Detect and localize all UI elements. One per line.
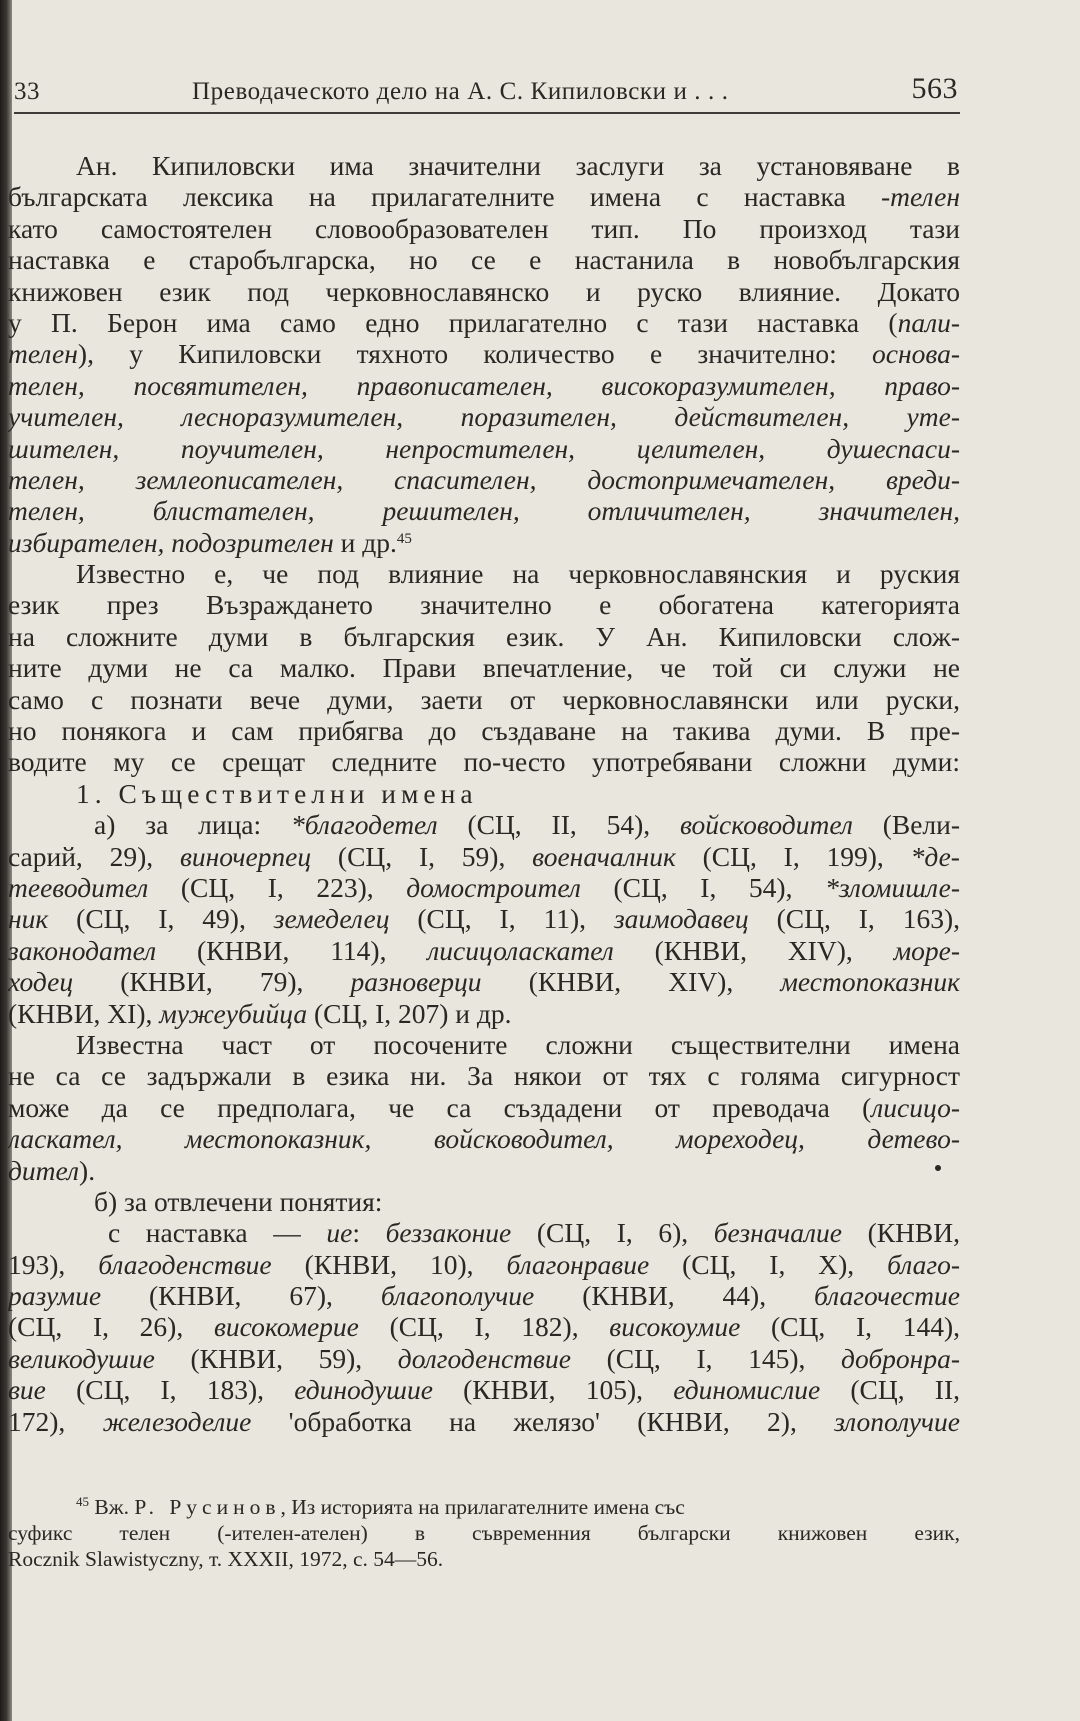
text-line: наставка е старобългарска, но се е настанила в новобългарския bbox=[8, 244, 960, 276]
text-line: тееводител (СЦ, I, 223), домостроител (СЦ, I, 54), *зломишле- bbox=[8, 871, 960, 903]
text-line: (КНВИ, XI), мужеубийца (СЦ, I, 207) и др. bbox=[8, 997, 512, 1029]
text-line: език през Възраждането значително е обогатена категорията bbox=[8, 589, 960, 621]
text-line: у П. Берон има само едно прилагателно с тази наставка (пали- bbox=[8, 306, 960, 338]
text-line: телен, блистателен, решителен, отличителен, значителен, bbox=[8, 495, 960, 527]
text-line: но понякога и сам прибягва до създаване на такива думи. В пре- bbox=[8, 715, 960, 747]
text-line: книжовен език под черковнославянско и руско влияние. Докато bbox=[8, 275, 960, 307]
text-line: великодушие (КНВИ, 59), долгоденствие (СЦ, I, 145), добронра- bbox=[8, 1342, 960, 1374]
text-line: избирателен, подозрителен и др.$^{45}$ bbox=[8, 526, 412, 558]
text-line: ник (СЦ, I, 49), земеделец (СЦ, I, 11), заимодавец (СЦ, I, 163), bbox=[8, 903, 960, 935]
text-line: може да се предполага, че са създадени от преводача (лисицо- bbox=[8, 1091, 960, 1123]
text-line: телен, землеописателен, спасителен, достопримечателен, вреди- bbox=[8, 463, 960, 495]
text-line: ните думи не са малко. Прави впечатление, че той си служи не bbox=[8, 652, 960, 684]
folio-left: 33 bbox=[14, 78, 40, 105]
text-line: ходец (КНВИ, 79), разноверци (КНВИ, XIV), местопоказник bbox=[8, 966, 960, 998]
text-line: телен), у Кипиловски тяхното количество е значително: основа- bbox=[8, 338, 960, 370]
text-line: дител). bbox=[8, 1154, 96, 1186]
text-line: българската лексика на прилагателните имена с наставка -телен bbox=[8, 181, 960, 213]
footnote-ref: 45 bbox=[396, 530, 412, 547]
text-line: не са се задържали в езика ни. За някои от тях с голяма сигурност bbox=[8, 1060, 960, 1092]
text-line: 172), железоделие 'обработка на желязо' (КНВИ, 2), злополучие bbox=[8, 1405, 960, 1437]
footnote bbox=[8, 1494, 960, 1572]
text-line: Ан. Кипиловски има значителни заслуги за установяване в bbox=[76, 150, 960, 181]
text-line: б) за отвлечени понятия: bbox=[94, 1185, 383, 1217]
text-line: 193), благоденствие (КНВИ, 10), благонравие (СЦ, I, X), благо- bbox=[8, 1248, 960, 1280]
footnote-line: суфикс телен (-ителен-ателен) в съвременния български книжовен език, bbox=[8, 1521, 960, 1545]
text-line: (СЦ, I, 26), високомерие (СЦ, I, 182), високоумие (СЦ, I, 144), bbox=[8, 1311, 960, 1343]
text-line: Известно е, че под влияние на черковнославянския и руския bbox=[76, 558, 960, 590]
main-text bbox=[8, 150, 960, 1437]
text-line: сарий, 29), виночерпец (СЦ, I, 59), военачалник (СЦ, I, 199), *де- bbox=[8, 840, 960, 872]
text-line: законодател (КНВИ, 114), лисицоласкател (КНВИ, XIV), море- bbox=[8, 934, 960, 966]
text-line: телен, посвятителен, правописателен, високоразумителен, право- bbox=[8, 369, 960, 401]
text-line: вие (СЦ, I, 183), единодушие (КНВИ, 105), единомислие (СЦ, II, bbox=[8, 1374, 960, 1406]
text-line: само с познати вече думи, заети от черковнославянски или руски, bbox=[8, 683, 960, 715]
page-number: 563 bbox=[911, 72, 958, 105]
section-heading: 1. Съществителни имена bbox=[76, 777, 478, 809]
text-line: разумие (КНВИ, 67), благополучие (КНВИ, 44), благочестие bbox=[8, 1280, 960, 1312]
text-line: на сложните думи в българския език. У Ан. Кипиловски слож- bbox=[8, 620, 960, 652]
text-line: като самостоятелен словообразователен тип. По произход тази bbox=[8, 212, 960, 244]
running-head bbox=[14, 72, 958, 112]
text-line: а) за лица: *благодетел (СЦ, II, 54), войсководител (Вели- bbox=[94, 809, 960, 841]
running-title: Преводаческото дело на А. С. Кипиловски и . . . bbox=[192, 78, 729, 105]
text-line: учителен, лесноразумителен, поразителен, действителен, уте- bbox=[8, 401, 960, 433]
text-line: водите му се срещат следните по-често употребявани сложни думи: bbox=[8, 746, 960, 778]
text-line: Известна част от посочените сложни съществителни имена bbox=[76, 1028, 960, 1060]
text-line: шителен, поучителен, непростителен, целителен, душеспаси- bbox=[8, 432, 960, 464]
footnote-number: 45 bbox=[76, 1494, 89, 1509]
header-rule bbox=[14, 112, 960, 114]
text-line: ласкател, местопоказник, войсководител, мореходец, детево- bbox=[8, 1123, 960, 1155]
footnote-line: $^{45}$ Вж. Р. Русинов, Из историята на прилагателните имена със bbox=[76, 1494, 685, 1519]
print-speck bbox=[935, 1165, 941, 1171]
footnote-line: Rocznik Slawistyczny, т. XXXII, 1972, с. 54—56. bbox=[8, 1547, 444, 1571]
text-line: с наставка — ие: беззаконие (СЦ, I, 6), безначалие (КНВИ, bbox=[108, 1217, 960, 1249]
